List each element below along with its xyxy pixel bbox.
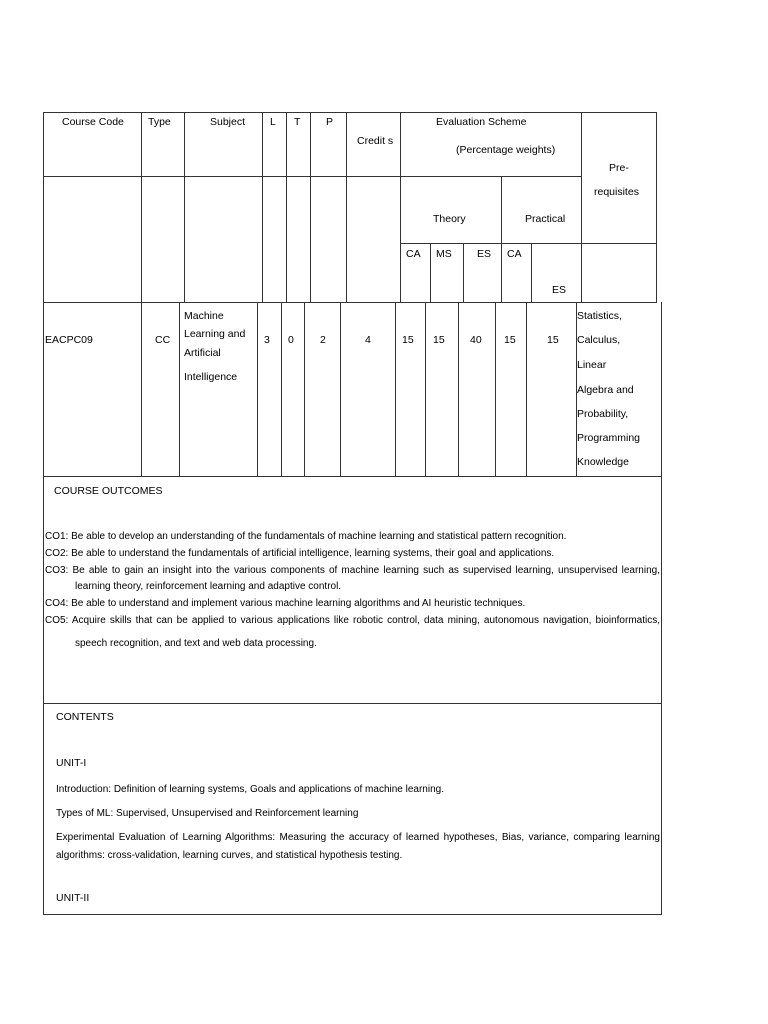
outcome-co2: CO2: Be able to understand the fundamentals of artificial intelligence, learning systems, their goal and applications.: [45, 548, 555, 559]
course-t: 0: [288, 334, 294, 346]
course-type: CC: [155, 334, 171, 346]
header-course-code: Course Code: [62, 116, 124, 128]
unit-2-heading: UNIT-II: [56, 892, 90, 904]
unit-1-heading: UNIT-I: [56, 757, 87, 769]
course-p: 2: [320, 334, 326, 346]
header-evaluation-scheme: Evaluation Scheme: [436, 116, 527, 128]
course-es: 40: [470, 334, 482, 346]
header-subject: Subject: [210, 116, 246, 128]
course-subject-line-4: Intelligence: [184, 371, 238, 383]
prereq-line-6: Programming: [577, 432, 641, 444]
course-practical-ca: 15: [504, 334, 516, 346]
prereq-line-1: Statistics,: [577, 310, 622, 322]
contents-title: CONTENTS: [56, 711, 114, 723]
prereq-line-7: Knowledge: [577, 456, 629, 468]
outcome-co1: CO1: Be able to develop an understanding of the fundamentals of machine learning and statistical pattern recognition.: [45, 531, 567, 542]
contents-introduction: Introduction: Definition of learning systems, Goals and applications of machine learning.: [56, 784, 444, 795]
header-theory: Theory: [433, 213, 466, 225]
header-t: T: [294, 116, 301, 128]
contents-types-of-ml: Types of ML: Supervised, Unsupervised and Reinforcement learning: [56, 808, 359, 819]
header-practical: Practical: [525, 213, 566, 225]
course-subject-line-1: Machine: [184, 310, 224, 322]
course-l: 3: [264, 334, 270, 346]
course-ms: 15: [433, 334, 445, 346]
header-pre: Pre-: [609, 162, 629, 174]
outcome-co5-line-2: speech recognition, and text and web data processing.: [75, 638, 317, 649]
header-l: L: [270, 116, 276, 128]
course-practical-es: 15: [547, 334, 559, 346]
outcomes-title: COURSE OUTCOMES: [54, 485, 163, 497]
header-practical-ca: CA: [507, 248, 522, 260]
course-credits: 4: [365, 334, 371, 346]
course-code: EACPC09: [45, 334, 93, 346]
contents-experimental-line-2: algorithms: cross-validation, learning curves, and statistical hypothesis testing.: [56, 850, 403, 861]
header-p: P: [326, 116, 334, 128]
header-ms: MS: [436, 248, 452, 260]
prereq-line-4: Algebra and: [577, 384, 634, 396]
header-practical-es: ES: [552, 284, 567, 296]
header-ca: CA: [406, 248, 421, 260]
contents-experimental-line-1: Experimental Evaluation of Learning Algorithms: Measuring the accuracy of learned hypotheses, Bias, variance, comparing learning: [56, 832, 660, 843]
prereq-line-5: Probability,: [577, 408, 629, 420]
outcome-co3-line-2: learning theory, reinforcement learning and adaptive control.: [75, 581, 342, 592]
header-requisites: requisites: [594, 186, 639, 198]
course-subject-line-3: Artificial: [184, 347, 221, 359]
prereq-line-3: Linear: [577, 359, 607, 371]
header-credits: Credit s: [357, 135, 394, 147]
header-type: Type: [148, 116, 171, 128]
outcome-co3-line-1: CO3: Be able to gain an insight into the various components of machine learning such as supervised learning, unsupervised learning,: [45, 565, 660, 576]
outcome-co4: CO4: Be able to understand and implement various machine learning algorithms and AI heuristic techniques.: [45, 598, 526, 609]
course-subject-line-2: Learning and: [184, 328, 246, 340]
prereq-line-2: Calculus,: [577, 334, 621, 346]
course-ca: 15: [402, 334, 414, 346]
header-percentage-weights: (Percentage weights): [456, 144, 556, 156]
header-es: ES: [477, 248, 492, 260]
outcome-co5-line-1: CO5: Acquire skills that can be applied to various applications like robotic control, data mining, autonomous navigation, bioinformatics,: [45, 615, 660, 626]
